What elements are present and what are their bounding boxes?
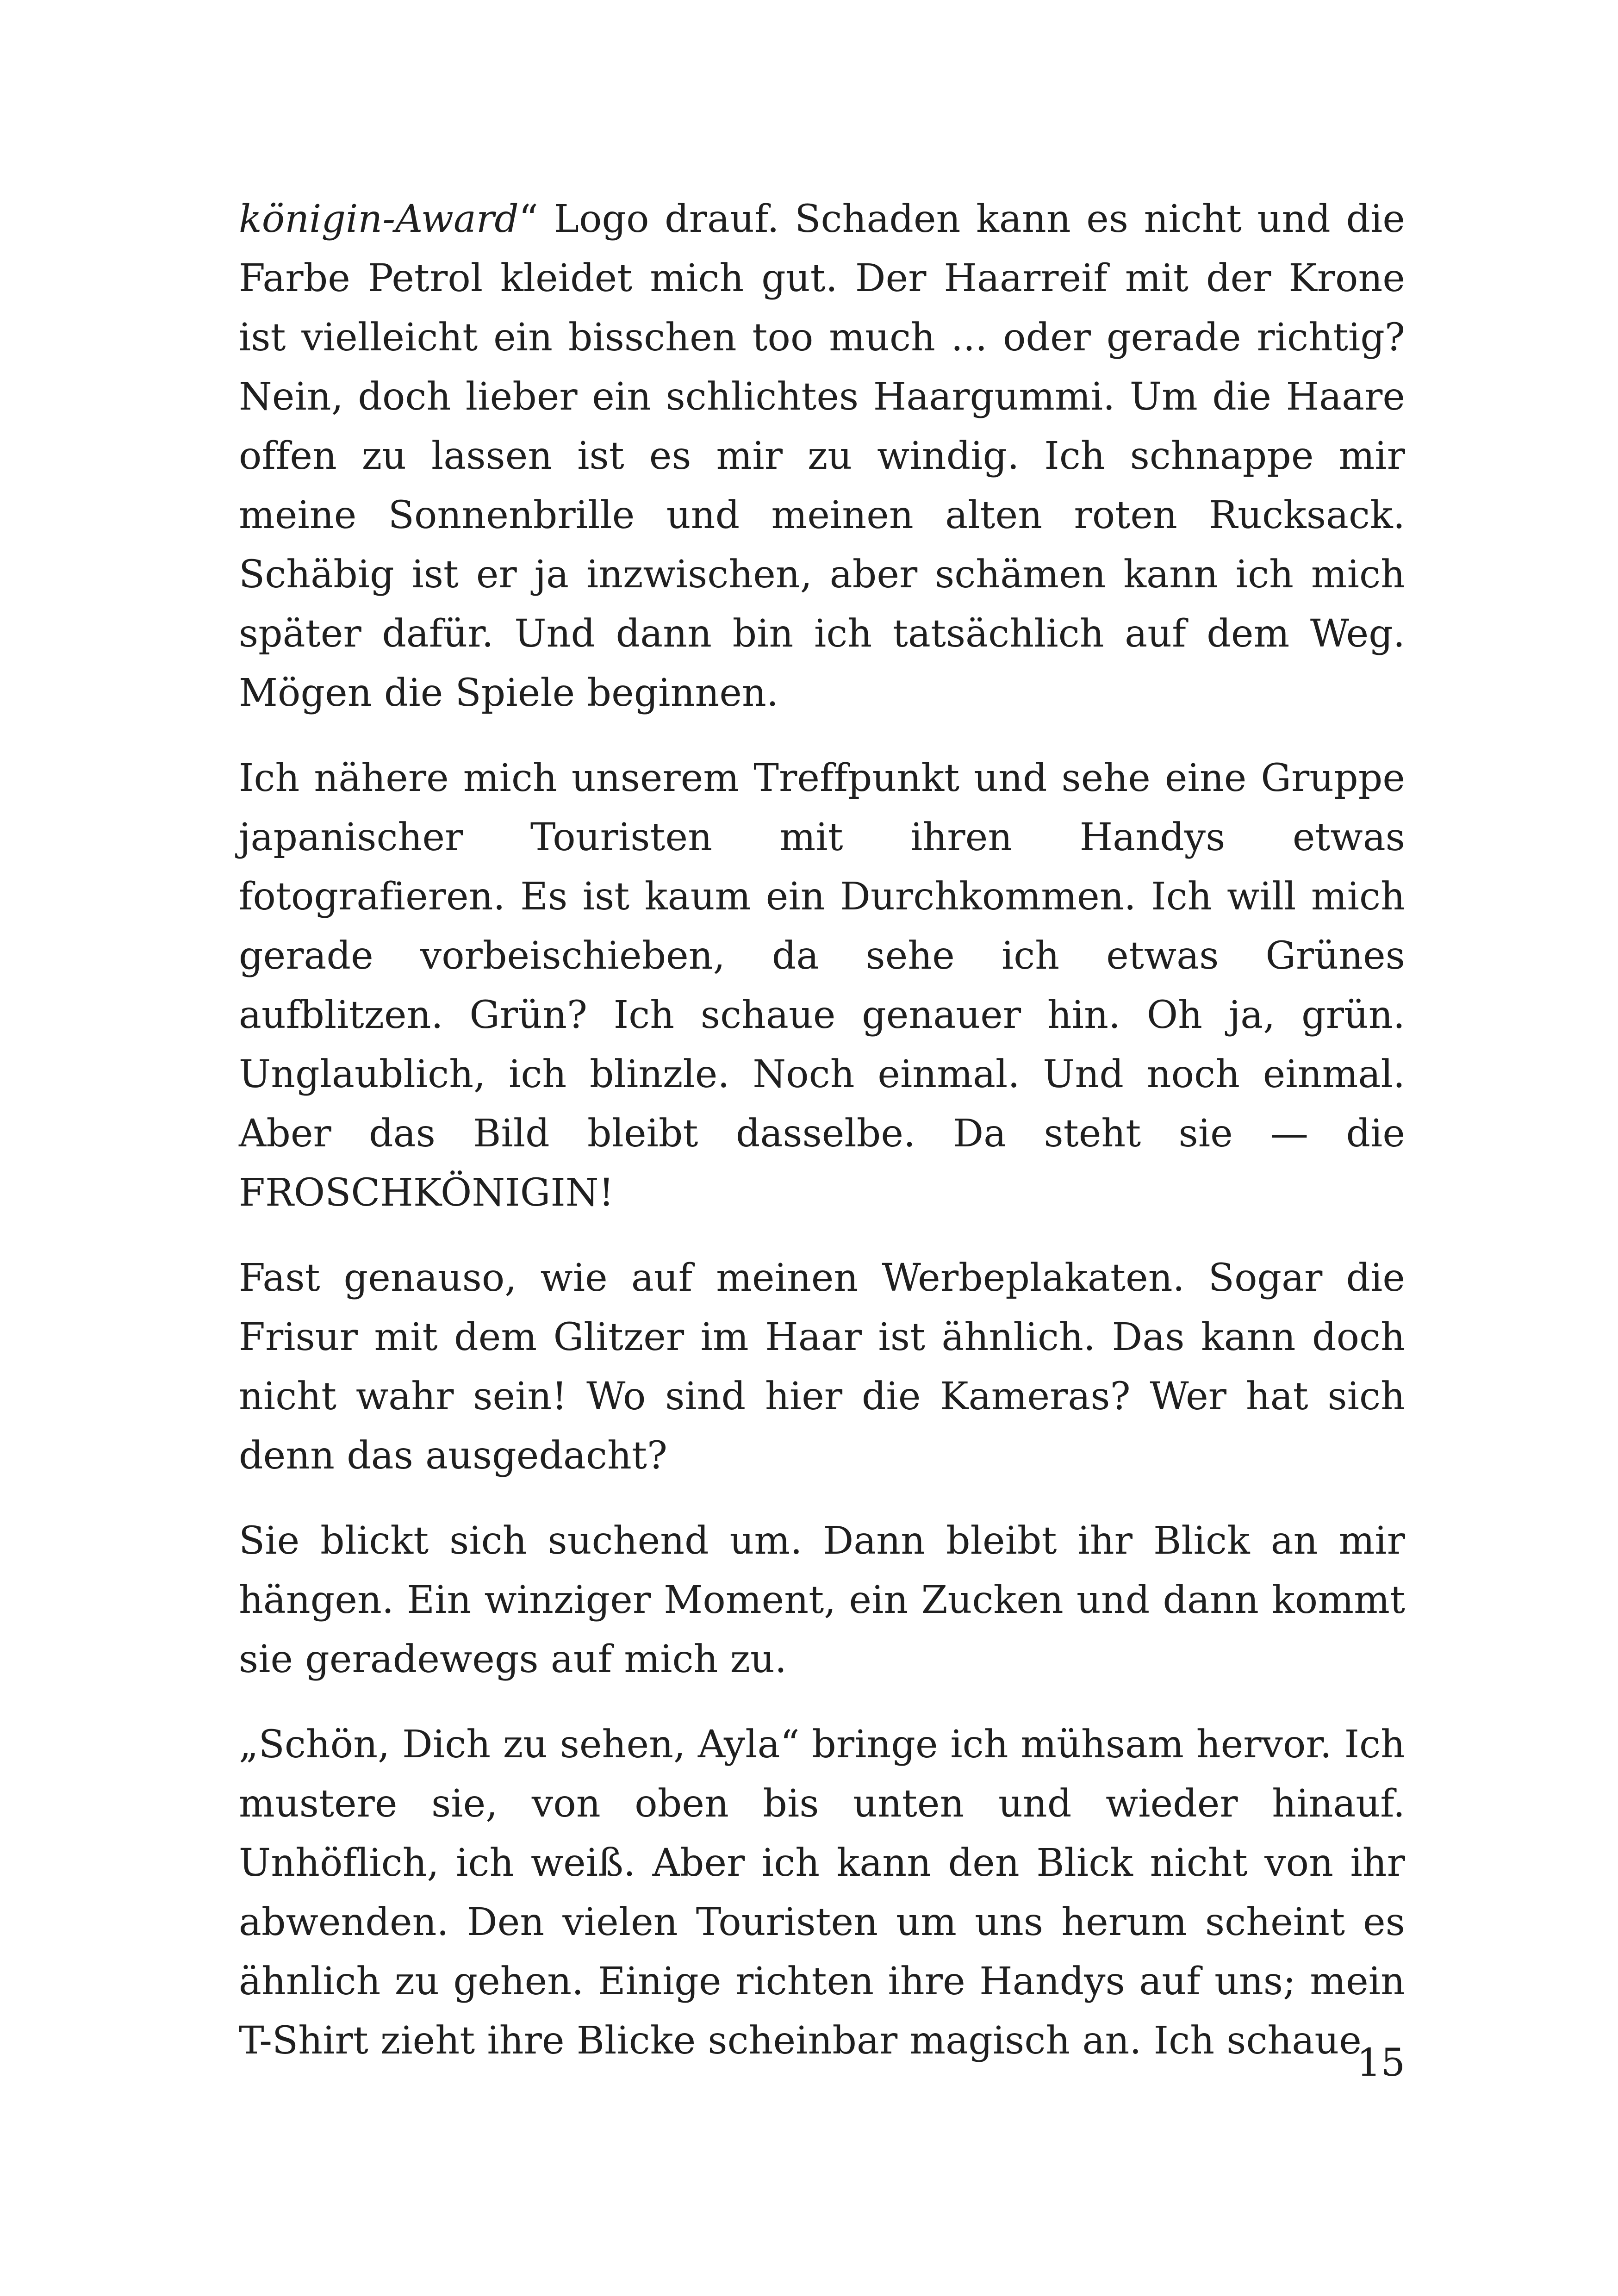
body-text [239, 190, 1405, 2097]
paragraph-4: Sie blickt sich suchend um. Dann bleibt ihr Blick an mir hängen. Ein winziger Moment, ein Zucken und dann kommt sie geradewegs auf mich zu. [239, 1519, 1405, 1681]
italic-phrase: königin-Award [239, 197, 519, 241]
paragraph-3: Fast genauso, wie auf meinen Werbeplakaten. Sogar die Frisur mit dem Glitzer im Haar ist ähnlich. Das kann doch nicht wahr sein! Wo sind hier die Kameras? Wer hat sich denn das ausgedacht? [239, 1256, 1405, 1478]
page-number: 15 [1357, 2041, 1405, 2085]
paragraph-1-text: “ Logo drauf. Schaden kann es nicht und die Farbe Petrol kleidet mich gut. Der Haarreif mit der Krone ist vielleicht ein bisschen too much ... oder gerade richtig? Nein, doch lieber ein schlichtes Haargummi. Um die Haare offen zu lassen ist es mir zu windig. Ich schnappe mir meine Sonnenbrille und meinen alten roten Rucksack. Schäbig ist er ja inzwischen, aber schämen kann ich mich später dafür. Und dann bin ich tatsächlich auf dem Weg. Mögen die Spiele beginnen. [239, 197, 1405, 715]
paragraph-2: Ich nähere mich unserem Treffpunkt und sehe eine Gruppe japanischer Touristen mit ihren Handys etwas fotografieren. Es ist kaum ein Durchkommen. Ich will mich gerade vorbeischieben, da sehe ich etwas Grünes aufblitzen. Grün? Ich schaue genauer hin. Oh ja, grün. Unglaublich, ich blinzle. Noch einmal. Und noch einmal. Aber das Bild bleibt dasselbe. Da steht sie — die FROSCHKÖNIGIN! [239, 756, 1405, 1215]
paragraph-1 [239, 190, 1405, 723]
paragraph-5: „Schön, Dich zu sehen, Ayla“ bringe ich mühsam hervor. Ich mustere sie, von oben bis unten und wieder hinauf. Unhöflich, ich weiß. Aber ich kann den Blick nicht von ihr abwenden. Den vielen Touristen um uns herum scheint es ähnlich zu gehen. Einige richten ihre Handys auf uns; mein T-Shirt zieht ihre Blicke scheinbar magisch an. Ich schaue [239, 1723, 1405, 2063]
